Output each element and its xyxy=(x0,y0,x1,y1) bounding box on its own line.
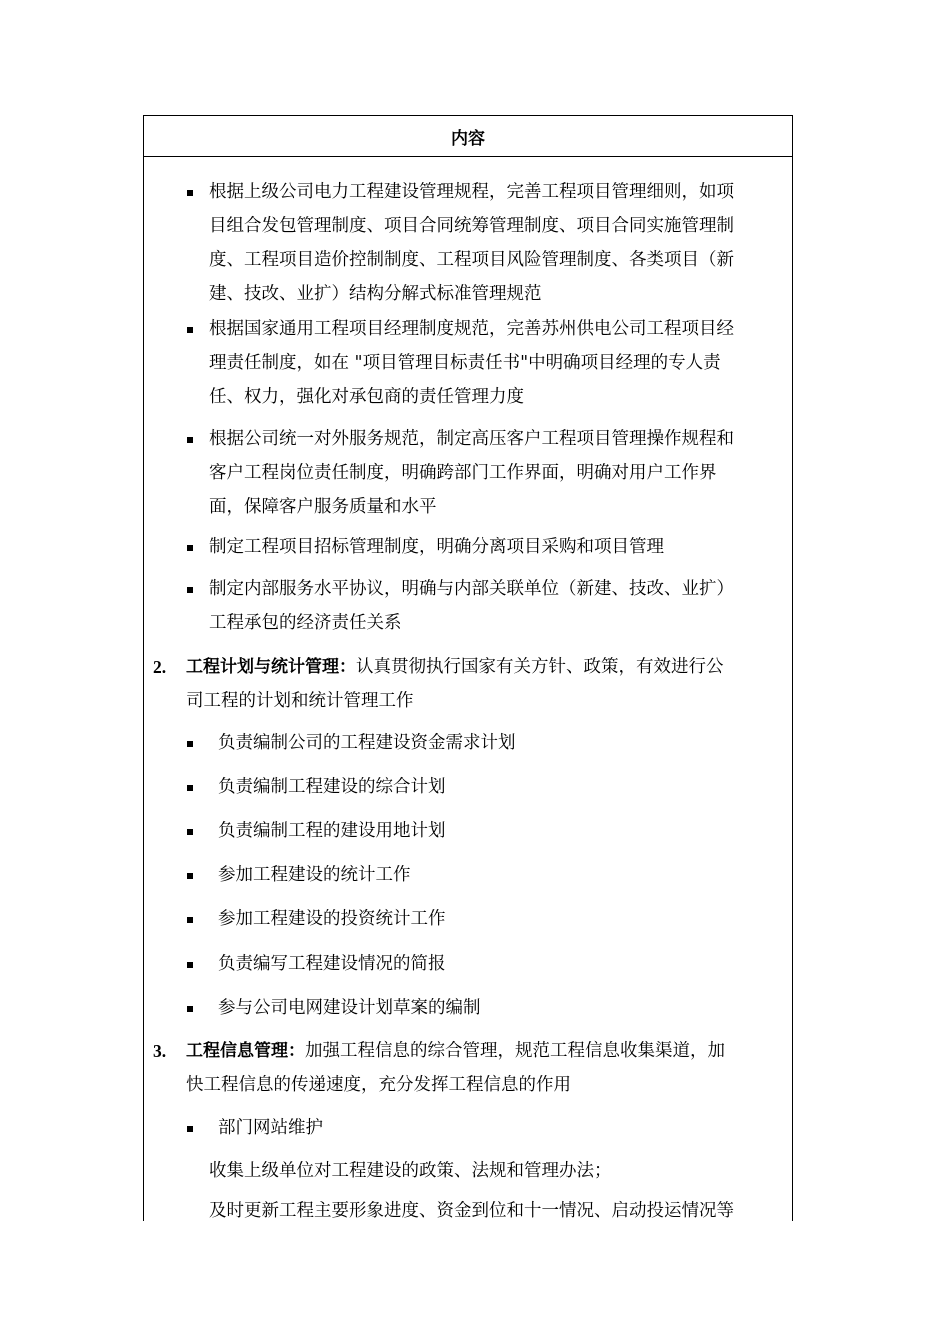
list-item-text: 任、权力，强化对承包商的责任管理力度 xyxy=(209,387,524,407)
list-item-text: 根据公司统一对外服务规范，制定高压客户工程项目管理操作规程和 xyxy=(209,429,734,449)
list-item-text: 目组合发包管理制度、项目合同统筹管理制度、项目合同实施管理制 xyxy=(209,216,734,236)
bullet-icon xyxy=(187,190,193,196)
list-item-text: 客户工程岗位责任制度，明确跨部门工作界面，明确对用户工作界 xyxy=(209,463,717,483)
bullet-icon xyxy=(187,437,193,443)
list-item-text: 负责编制工程建设的综合计划 xyxy=(218,777,446,797)
list-item-text: 度、工程项目造价控制制度、工程项目风险管理制度、各类项目（新 xyxy=(209,250,734,270)
list-item-text: 建、技改、业扩）结构分解式标准管理规范 xyxy=(209,284,542,304)
bullet-icon xyxy=(187,785,193,791)
paragraph-text: 及时更新工程主要形象进度、资金到位和十一情况、启动投运情况等 xyxy=(209,1201,734,1221)
list-item-text: 制定工程项目招标管理制度，明确分离项目采购和项目管理 xyxy=(209,537,664,557)
bullet-icon xyxy=(187,741,193,747)
list-item-text: 部门网站维护 xyxy=(218,1118,323,1138)
list-item-text: 负责编制公司的工程建设资金需求计划 xyxy=(218,733,516,753)
list-item-text: 根据国家通用工程项目经理制度规范，完善苏州供电公司工程项目经 xyxy=(209,319,734,339)
section-description: 司工程的计划和统计管理工作 xyxy=(186,691,414,711)
section-description: 快工程信息的传递速度，充分发挥工程信息的作用 xyxy=(186,1075,571,1095)
bullet-icon xyxy=(187,917,193,923)
list-item-text: 参加工程建设的投资统计工作 xyxy=(218,909,446,929)
list-item-text: 参加工程建设的统计工作 xyxy=(218,865,411,885)
bullet-icon xyxy=(187,829,193,835)
section-number: 3. xyxy=(153,1041,167,1061)
section-title: 工程计划与统计管理： xyxy=(186,657,356,677)
bullet-icon xyxy=(187,545,193,551)
list-item-text: 负责编写工程建设情况的简报 xyxy=(218,954,446,974)
section-title: 工程信息管理： xyxy=(186,1041,305,1061)
table-header-title: 内容 xyxy=(451,128,485,149)
table-header xyxy=(144,116,792,157)
list-item-text: 制定内部服务水平协议，明确与内部关联单位（新建、技改、业扩） xyxy=(209,579,734,599)
bullet-icon xyxy=(187,1006,193,1012)
list-item-text: 面，保障客户服务质量和水平 xyxy=(209,497,437,517)
content-table xyxy=(143,115,793,1221)
list-item-text: 工程承包的经济责任关系 xyxy=(209,613,402,633)
section-description: 加强工程信息的综合管理，规范工程信息收集渠道，加 xyxy=(305,1041,725,1061)
bullet-icon xyxy=(187,587,193,593)
list-item-text: 负责编制工程的建设用地计划 xyxy=(218,821,446,841)
list-item-text: 理责任制度，如在 "项目管理目标责任书"中明确项目经理的专人责 xyxy=(209,353,721,373)
section-description: 认真贯彻执行国家有关方针、政策，有效进行公 xyxy=(356,657,724,677)
bullet-icon xyxy=(187,1126,193,1132)
section-number: 2. xyxy=(153,657,167,677)
bullet-icon xyxy=(187,873,193,879)
bullet-icon xyxy=(187,962,193,968)
list-item-text: 参与公司电网建设计划草案的编制 xyxy=(218,998,481,1018)
paragraph-text: 收集上级单位对工程建设的政策、法规和管理办法； xyxy=(209,1161,612,1181)
bullet-icon xyxy=(187,327,193,333)
list-item-text: 根据上级公司电力工程建设管理规程，完善工程项目管理细则，如项 xyxy=(209,182,734,202)
